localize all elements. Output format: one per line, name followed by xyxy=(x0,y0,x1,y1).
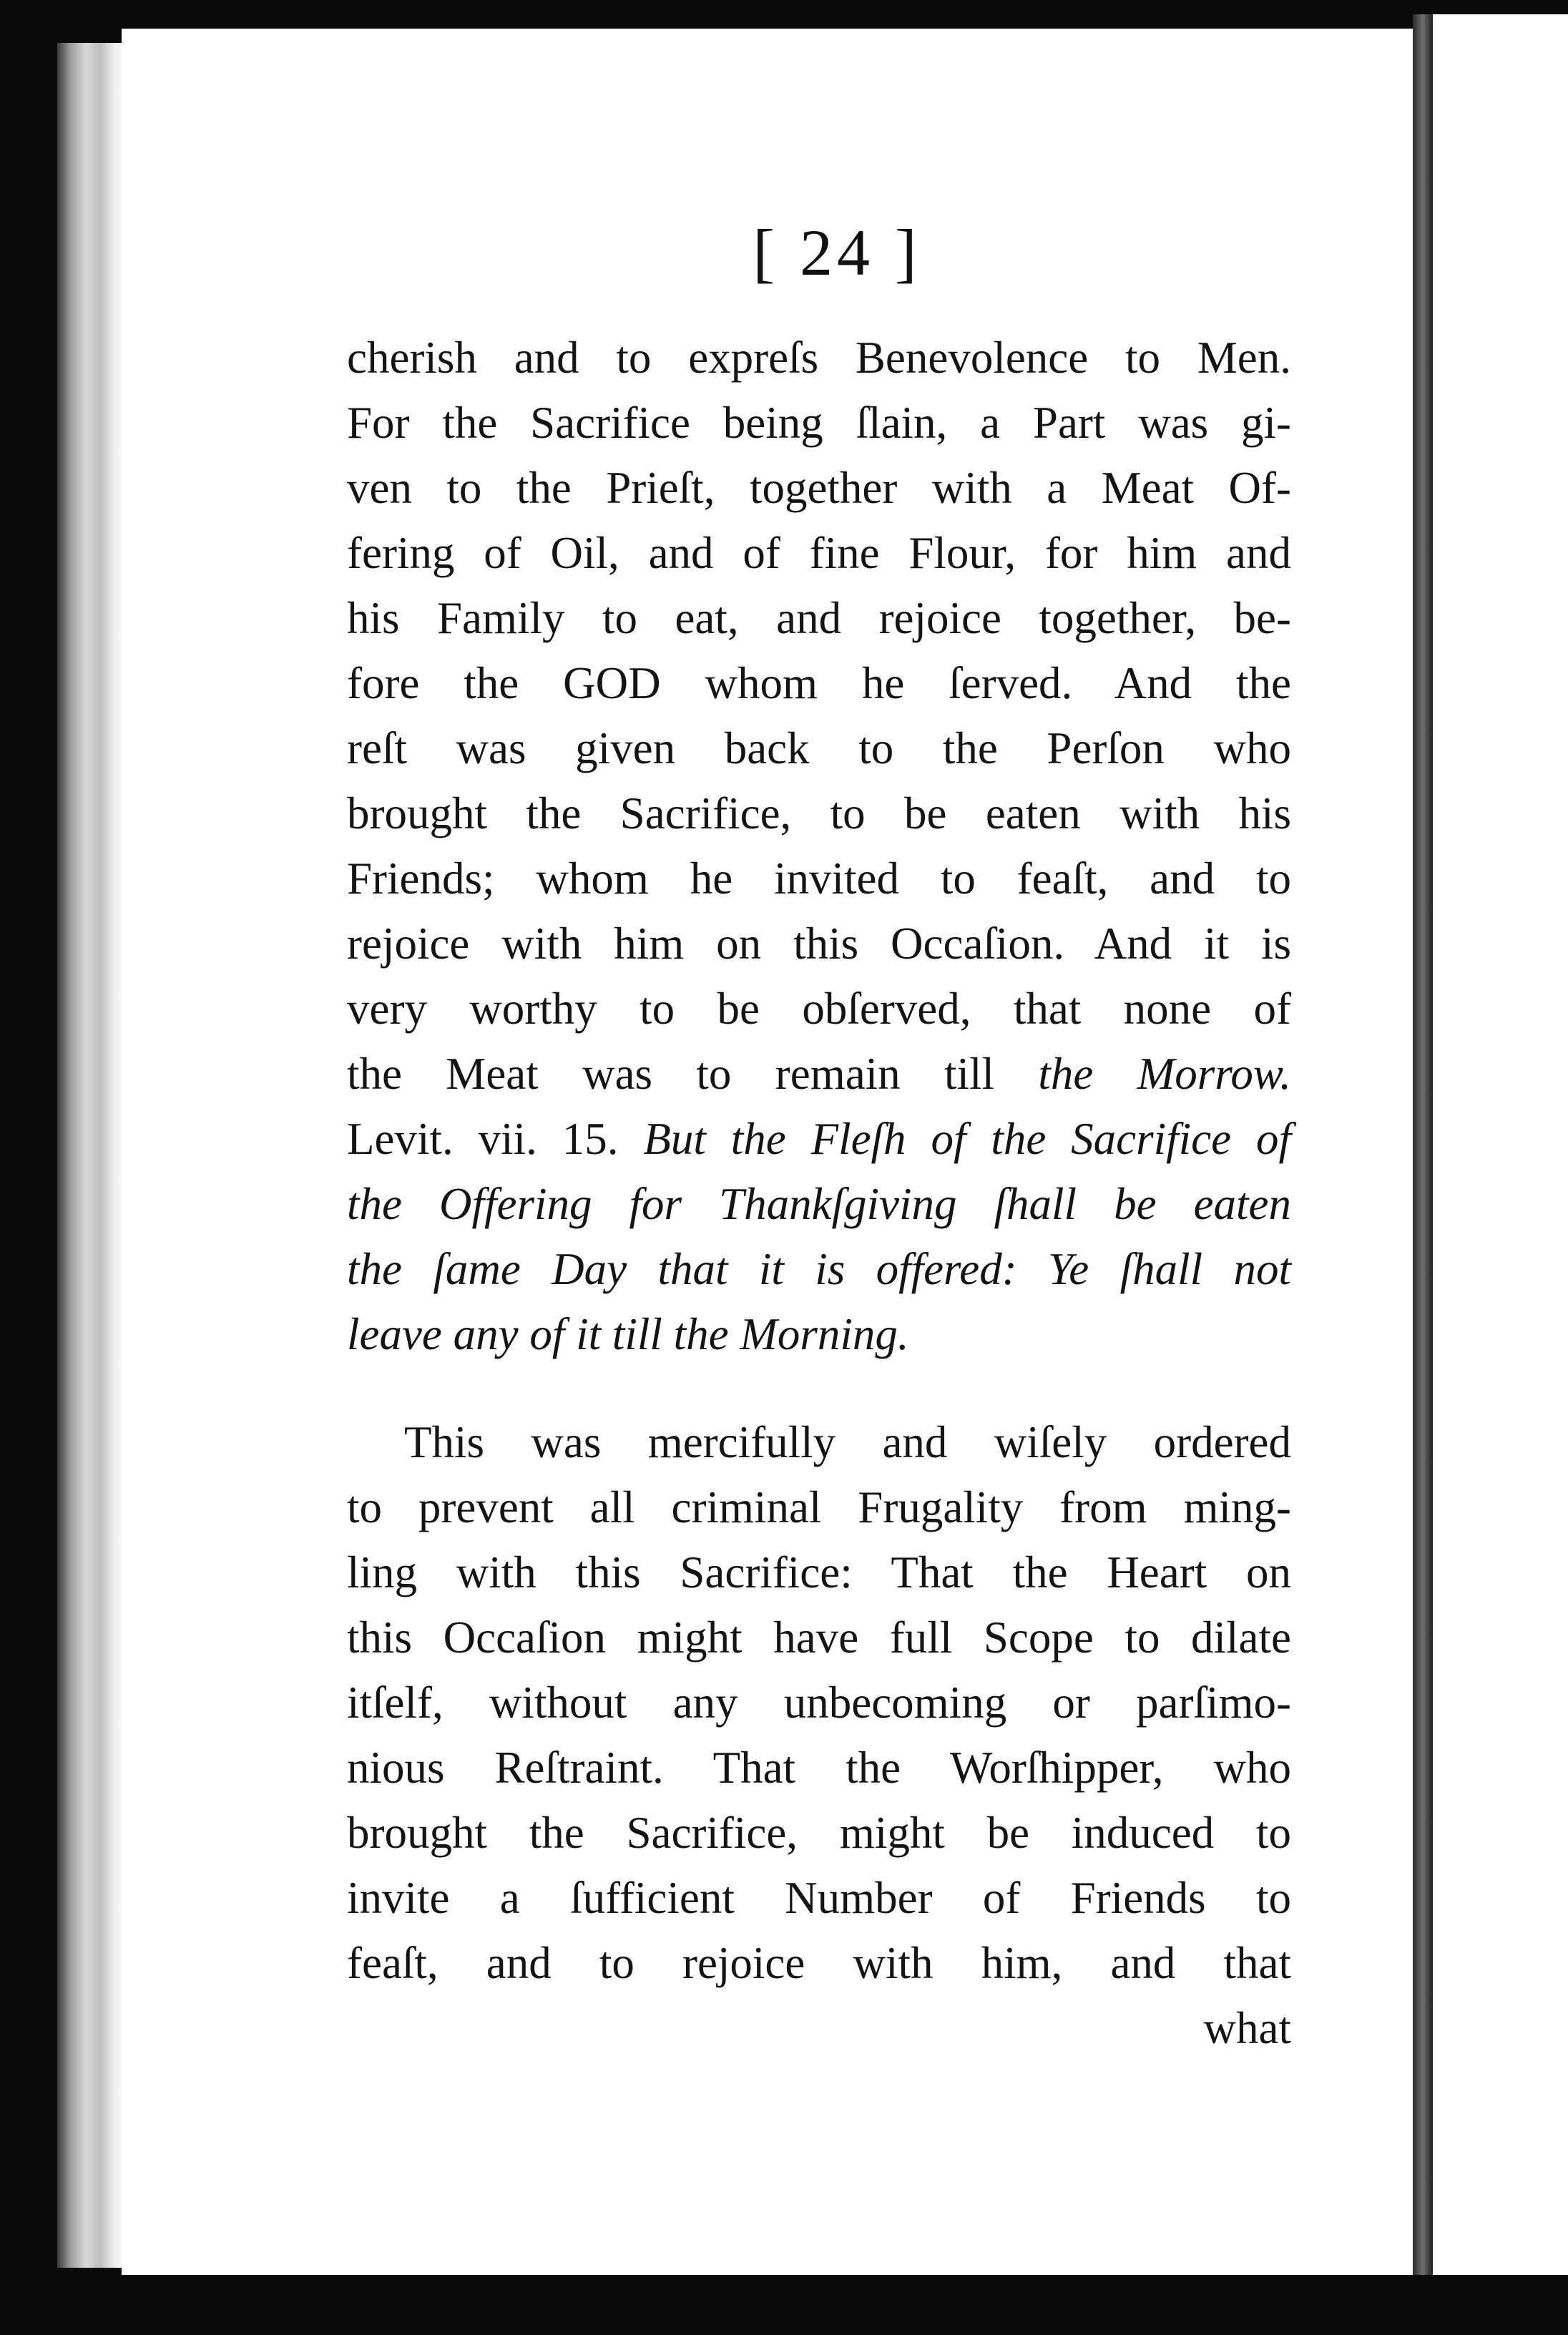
italic-run: the Morrow. xyxy=(1038,1049,1291,1099)
scan-border-top xyxy=(0,0,1568,16)
text-line-italic: the ſame Day that it is offered: Ye ſhall not xyxy=(347,1244,1291,1294)
text-line: invite a ſufficient Number of Friends to xyxy=(347,1873,1291,1923)
text-line: fore the GOD whom he ſerved. And the xyxy=(347,658,1291,708)
roman-run: the Meat was to remain till xyxy=(347,1049,1039,1099)
catchword: what xyxy=(1203,2003,1291,2053)
paragraph-spacer xyxy=(347,1367,1291,1410)
text-line: ven to the Prieſt, together with a Meat Of- xyxy=(347,463,1291,513)
text-line: brought the Sacrifice, might be induced to xyxy=(347,1808,1291,1858)
facing-page-edge xyxy=(1433,14,1568,2289)
text-line: brought the Sacrifice, to be eaten with his xyxy=(347,788,1291,838)
paragraph-2 xyxy=(347,1410,1291,2061)
text-line: For the Sacrifice being ſlain, a Part was gi- xyxy=(347,398,1291,448)
text-line: feaſt, and to rejoice with him, and that xyxy=(347,1938,1291,1988)
text-line: his Family to eat, and rejoice together, be- xyxy=(347,593,1291,643)
text-line: fering of Oil, and of fine Flour, for him and xyxy=(347,528,1291,578)
text-line-italic: the Offering for Thankſgiving ſhall be eaten xyxy=(347,1179,1291,1229)
page-number-header: [ 24 ] xyxy=(753,216,921,289)
text-line: This was mercifully and wiſely ordered xyxy=(404,1417,1291,1467)
scan-border-bottom xyxy=(0,2275,1568,2335)
text-line: itſelf, without any unbecoming or parſimo- xyxy=(347,1678,1291,1728)
roman-run: Levit. vii. 15. xyxy=(347,1114,644,1164)
text-line: this Occaſion might have full Scope to dilate xyxy=(347,1612,1291,1663)
text-line: reſt was given back to the Perſon who xyxy=(347,723,1291,773)
text-line: rejoice with him on this Occaſion. And it is xyxy=(347,919,1291,969)
text-line-mixed xyxy=(347,1042,1291,1107)
text-line-italic: leave any of it till the Morning. xyxy=(347,1309,909,1359)
text-line: cherish and to expreſs Benevolence to Men. xyxy=(347,333,1291,383)
text-line: very worthy to be obſerved, that none of xyxy=(347,984,1291,1034)
italic-run: But the Fleſh of the Sacrifice of xyxy=(643,1114,1291,1164)
book-spine xyxy=(1413,14,1433,2289)
text-line-mixed xyxy=(347,1107,1291,1172)
text-line: Friends; whom he invited to feaſt, and to xyxy=(347,853,1291,904)
page-edges xyxy=(57,43,129,2268)
paragraph-1 xyxy=(347,325,1291,1367)
page-body xyxy=(347,325,1291,2061)
text-line: ling with this Sacrifice: That the Heart on xyxy=(347,1547,1291,1597)
text-line: to prevent all criminal Frugality from ming- xyxy=(347,1482,1291,1532)
text-line: nious Reſtraint. That the Worſhipper, who xyxy=(347,1743,1291,1793)
